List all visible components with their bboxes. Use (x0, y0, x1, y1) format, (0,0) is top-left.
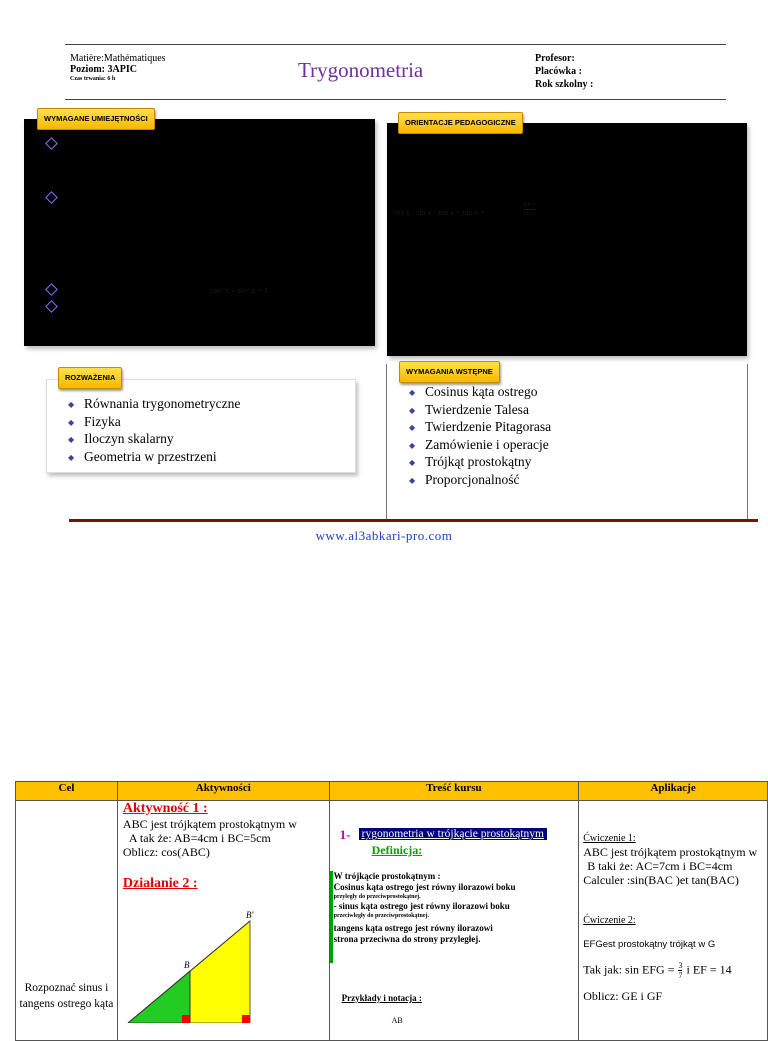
definition-marker (330, 871, 333, 963)
table-header-row (16, 782, 768, 801)
definition-line: - sinus kąta ostrego jest równy ilorazowi boku (333, 901, 510, 911)
list-item: ◆ Równania trygonometryczne (64, 395, 240, 413)
orientation-panel (387, 123, 747, 356)
activity-line: Oblicz: cos(ABC) (122, 845, 210, 859)
section-number: 1- (339, 827, 351, 842)
exercise-2-line-2 (583, 961, 731, 980)
exercise-text: Tak jak: sin EFG = (583, 962, 675, 977)
skills-tab: WYMAGANE UMIEJĘTNOŚCI (37, 108, 155, 130)
list-item: ◆ Geometria w przestrzeni (64, 448, 240, 466)
table-row (16, 801, 768, 1041)
level-label: Poziom: 3APIC (70, 64, 137, 75)
exercise-1-text (583, 845, 767, 887)
activity-1-title: Aktywność 1 : (122, 801, 208, 816)
fraction-bottom: cos x (523, 211, 536, 217)
definition-line: przyległy do przeciwprostokątnej. (333, 894, 421, 900)
col-header-goal: Cel (16, 782, 118, 801)
list-item: ◆ Fizyka (64, 413, 240, 431)
activity-line: ABC jest trójkątem prostokątnym w (122, 817, 297, 831)
definition-line: Cosinus kąta ostrego jest równy ilorazowi boku (333, 882, 516, 892)
orientation-tab: ORIENTACJE PEDAGOGICZNE (398, 112, 523, 134)
col-header-activities: Aktywności (117, 782, 329, 801)
definition-line: W trójkącie prostokątnym : (333, 871, 441, 881)
lesson-table (15, 781, 768, 1041)
fraction-top: sin x (523, 202, 535, 208)
activities-cell (117, 801, 329, 1041)
exercise-line: Calculer :sin(BAC )et tan(BAC) (583, 873, 739, 887)
exercise-text: i EF = 14 (686, 962, 732, 977)
activity-line: A tak że: AB=4cm i BC=5cm (128, 831, 271, 845)
point-label: B (183, 960, 190, 970)
fraction-bottom: 7 (678, 971, 683, 980)
exercise-line: B taki że: AC=7cm i BC=4cm (587, 859, 733, 873)
header-right-info (535, 52, 593, 91)
list-item: ◆ Cosinus kąta ostrego (405, 383, 551, 401)
prerequisites-list (405, 383, 551, 488)
website-url: www.al3abkari-pro.com (315, 528, 453, 543)
skills-panel (24, 119, 375, 346)
definition-text (334, 871, 574, 945)
considerations-list (64, 395, 240, 465)
definition-line: tangens kąta ostrego jest równy ilorazowi (333, 923, 493, 933)
section-divider (69, 519, 758, 522)
goal-cell (16, 801, 118, 1041)
point-label: A (123, 1022, 130, 1029)
goal-text: Rozpoznać sinus i tangens ostrego kąta (19, 981, 114, 1010)
school-label: Placówka : (535, 66, 582, 77)
list-item: ◆ Twierdzenie Pitagorasa (405, 418, 551, 436)
list-item: ◆ Proporcjonalność (405, 471, 551, 489)
definition-line: przeciwległy do przeciwprostokątnej. (333, 913, 429, 919)
point-label: C' (243, 1022, 252, 1029)
col-header-applications: Aplikacje (579, 782, 768, 801)
header-bottom-rule (65, 99, 726, 100)
col-header-course: Treść kursu (329, 782, 579, 801)
example-fraction: AB (391, 1016, 403, 1023)
activity-2-title: Działanie 2 : (122, 876, 198, 891)
duration-label: Czas trwania: 6 h (70, 76, 116, 82)
section-heading: rygonometria w trójkącie prostokątnym (359, 828, 547, 840)
exercise-line: ABC jest trójkątem prostokątnym w (583, 845, 758, 859)
header-top-rule (65, 44, 726, 45)
point-label: C (185, 1022, 192, 1029)
subject-label: Matière:Mathématiques (70, 53, 166, 64)
list-item: ◆ Zamówienie i operacje (405, 436, 551, 454)
exercise-2-line-3: Oblicz: GE i GF (583, 989, 663, 1003)
teacher-label: Profesor: (535, 53, 575, 64)
header-left-info (70, 53, 166, 83)
skills-faint-formula: cos² x + sin² x = 1 (210, 286, 268, 295)
exercise-2-title: Ćwiczenie 2: (583, 915, 636, 926)
examples-heading: Przykłady i notacja : (341, 993, 422, 1003)
orientation-faint-fraction (523, 201, 536, 218)
considerations-tab: ROZWAŻENIA (58, 367, 122, 389)
course-cell (329, 801, 579, 1041)
list-item: ◆ Trójkąt prostokątny (405, 453, 551, 471)
list-item: ◆ Iloczyn skalarny (64, 430, 240, 448)
school-year-label: Rok szkolny : (535, 79, 594, 90)
exercise-2-line-1: EFGest prostokątny trójkąt w G (583, 939, 716, 950)
activity-1-text (123, 817, 328, 859)
prerequisites-tab: WYMAGANIA WSTĘPNE (399, 361, 500, 383)
list-item: ◆ Twierdzenie Talesa (405, 401, 551, 419)
definition-line: strona przeciwna do strony przyległej. (333, 934, 481, 944)
exercise-1-title: Ćwiczenie 1: (583, 833, 636, 844)
definition-heading: Definicja: (371, 843, 423, 857)
orientation-faint-formula: cos x · sin x · tan x = tan x = (393, 208, 485, 217)
thales-triangle-figure (118, 899, 328, 1029)
point-label: B' (245, 910, 254, 920)
fraction-top: 3 (678, 961, 683, 970)
fraction (678, 961, 682, 980)
applications-cell (579, 801, 768, 1041)
page-title: Trygonometria (298, 58, 424, 82)
